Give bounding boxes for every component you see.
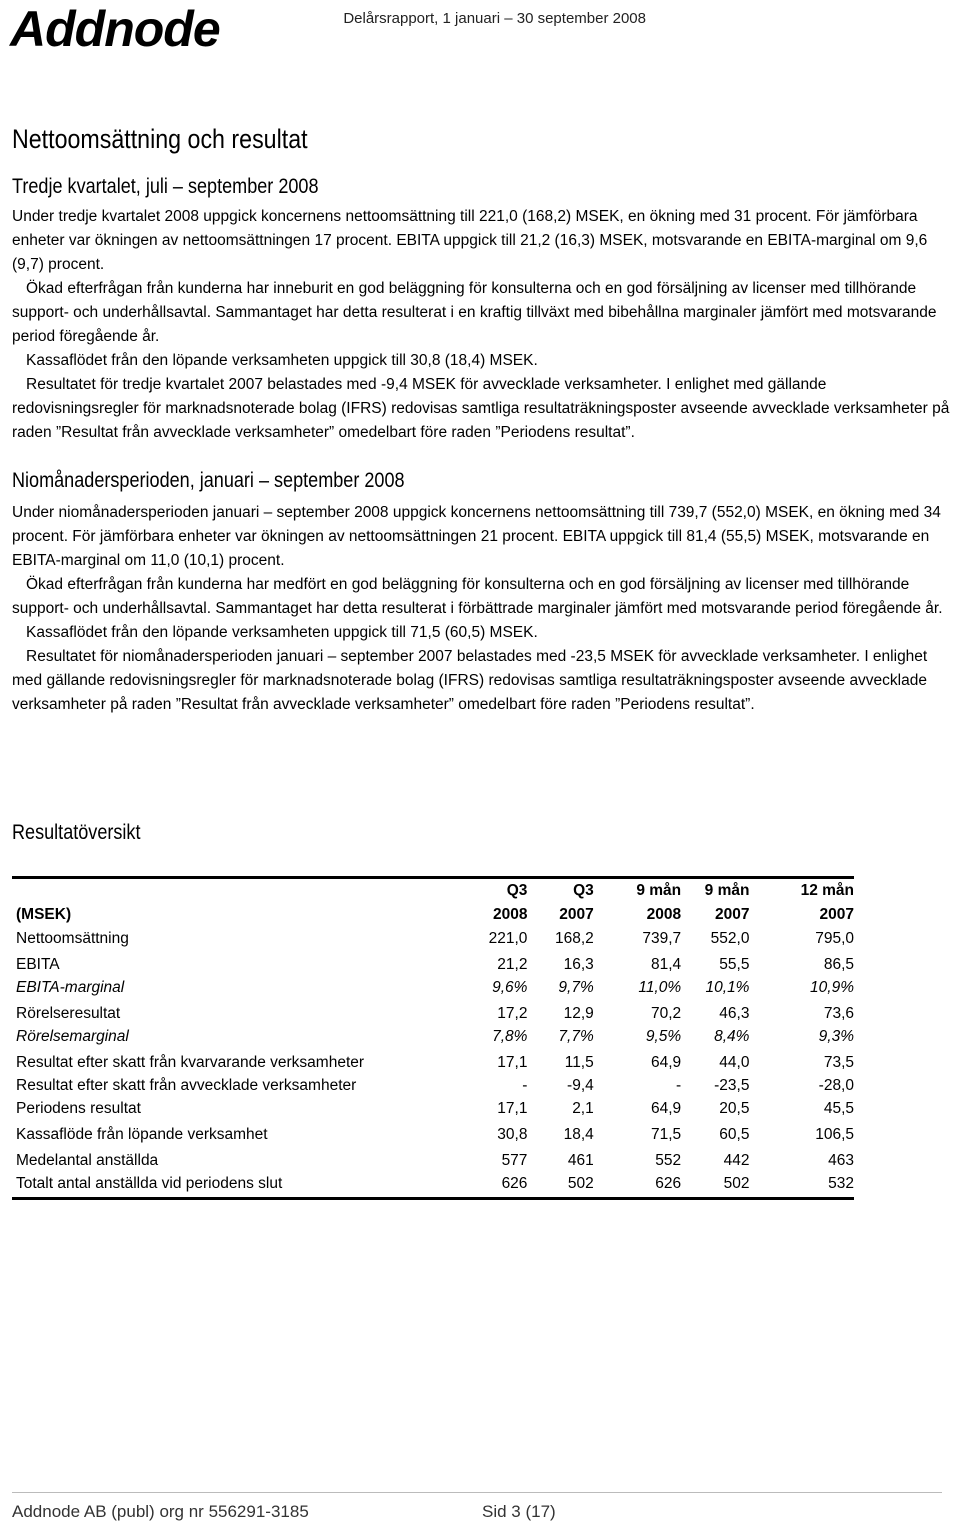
table-cell: 168,2 <box>554 930 594 947</box>
row-label: Resultat efter skatt från kvarvarande verksamheter <box>16 1054 365 1071</box>
table-cell: 463 <box>828 1152 854 1169</box>
table-row <box>12 927 854 950</box>
table-cell: 10,1% <box>705 979 750 996</box>
table-cell: 9,7% <box>558 979 594 996</box>
table-cell: 20,5 <box>719 1100 750 1117</box>
table-cell: 46,3 <box>719 1005 750 1022</box>
table-cell: 7,7% <box>558 1028 594 1045</box>
q3-section-text <box>12 205 957 445</box>
table-cell: 502 <box>527 1172 593 1199</box>
addnode-logo: Addnode <box>10 1 220 57</box>
table-cell: 73,5 <box>823 1054 854 1071</box>
table-cell: 55,5 <box>719 956 750 973</box>
table-cell: 86,5 <box>823 956 854 973</box>
q3-section-title: Tredje kvartalet, juli – september 2008 <box>12 175 319 198</box>
q3-paragraph: Kassaflödet från den löpande verksamheten uppgick till 30,8 (18,4) MSEK. <box>26 352 538 369</box>
table-row <box>12 1120 854 1146</box>
column-header <box>12 878 434 904</box>
table-row <box>12 1172 854 1199</box>
column-header: 2007 <box>714 906 750 923</box>
table-row <box>12 1097 854 1120</box>
table-cell: 795,0 <box>815 930 854 947</box>
table-cell: 45,5 <box>823 1100 854 1117</box>
row-label: Rörelseresultat <box>16 1005 121 1022</box>
page-title: Nettoomsättning och resultat <box>12 124 308 154</box>
table-cell: 626 <box>434 1172 527 1199</box>
table-cell: 12,9 <box>563 1005 594 1022</box>
table-cell: 70,2 <box>650 1005 682 1022</box>
nine-months-paragraph: Kassaflödet från den löpande verksamheten uppgick till 71,5 (60,5) MSEK. <box>26 624 538 641</box>
column-header: 2008 <box>492 906 528 923</box>
table-cell: 577 <box>501 1152 528 1169</box>
row-label: Totalt antal anställda vid periodens slut <box>12 1172 434 1199</box>
column-header: 9 mån <box>594 878 681 904</box>
q3-paragraph: Under tredje kvartalet 2008 uppgick koncernens nettoomsättning till 221,0 (168,2) MSEK, en ökning med 31 procent. För jämförbara enheter var ökningen av nettoomsättningen 17 procent. EBITA uppgick till 21,2 (16,3) MSEK, motsvarande en EBITA-marginal om 9,6 (9,7) procent. <box>12 208 928 273</box>
table-cell: 221,0 <box>488 930 528 947</box>
table-cell: 60,5 <box>719 1126 750 1143</box>
table-row <box>12 1025 854 1048</box>
table-cell: 81,4 <box>650 956 682 973</box>
table-cell: 7,8% <box>492 1028 528 1045</box>
row-label: Nettoomsättning <box>16 930 129 947</box>
table-cell: 2,1 <box>572 1100 594 1117</box>
table-body <box>12 927 854 1199</box>
table-cell: 17,1 <box>497 1100 528 1117</box>
results-overview-table-wrap <box>12 876 854 1200</box>
footer-company: Addnode AB (publ) org nr 556291-3185 <box>12 1502 309 1521</box>
table-cell: 11,0% <box>638 979 682 996</box>
table-cell: 17,1 <box>497 1054 528 1071</box>
row-label: Rörelsemarginal <box>16 1028 129 1045</box>
table-cell: 461 <box>567 1152 594 1169</box>
table-cell: 9,3% <box>818 1028 854 1045</box>
table-cell: 16,3 <box>563 956 594 973</box>
q3-paragraph: Resultatet för tredje kvartalet 2007 belastades med -9,4 MSEK för avvecklade verksamheter. I enlighet med gällande redovisningsregler för marknadsnoterade bolag (IFRS) redovisas samtliga resultaträkningsposter avseende avvecklade verksamheter på raden ”Resultat från avvecklade verksamheter” omedelbart före raden ”Periodens resultat”. <box>12 376 950 441</box>
overview-title: Resultatöversikt <box>12 821 141 844</box>
nine-months-section-text <box>12 501 957 717</box>
table-cell: 532 <box>749 1172 854 1199</box>
report-title: Delårsrapport, 1 januari – 30 september 2008 <box>343 10 646 27</box>
table-row <box>12 950 854 976</box>
table-cell: 30,8 <box>497 1126 528 1143</box>
row-label: Medelantal anställda <box>16 1152 159 1169</box>
table-cell: 552,0 <box>710 930 750 947</box>
table-cell: 552 <box>655 1152 682 1169</box>
table-cell: 9,6% <box>492 979 528 996</box>
table-cell: 9,5% <box>645 1028 682 1045</box>
table-cell: - <box>522 1077 528 1094</box>
table-cell: 73,6 <box>823 1005 854 1022</box>
table-cell: 10,9% <box>810 979 854 996</box>
nine-months-paragraph: Resultatet för niomånadersperioden januari – september 2007 belastades med -23,5 MSEK för avvecklade verksamheter. I enlighet med gällande redovisningsregler för marknadsnoterade bolag (IFRS) redovisas samtliga resultaträkningsposter avseende avvecklade verksamheter på raden ”Resultat från avvecklade verksamheter” omedelbart före raden ”Periodens resultat”. <box>12 648 928 713</box>
table-cell: 21,2 <box>497 956 528 973</box>
table-cell: -23,5 <box>714 1077 750 1094</box>
column-header: 9 mån <box>681 878 749 904</box>
column-header: 2007 <box>559 906 594 923</box>
column-header: Q3 <box>527 878 593 904</box>
table-header-row <box>12 878 854 904</box>
table-cell: 17,2 <box>497 1005 528 1022</box>
q3-paragraph: Ökad efterfrågan från kunderna har inneburit en god beläggning för konsulterna och en god försäljning av licenser med tillhörande support- och underhållsavtal. Sammantaget har detta resulterat i en kraftig tillväxt med bibehållna marginaler jämfört med motsvarande period föregående år. <box>12 280 937 345</box>
nine-months-section-title: Niomånadersperioden, januari – september 2008 <box>12 469 405 492</box>
table-cell: 44,0 <box>719 1054 750 1071</box>
results-overview-table <box>12 876 854 1200</box>
row-label: EBITA <box>16 956 60 973</box>
column-header: 12 mån <box>749 878 854 904</box>
table-cell: 64,9 <box>650 1100 682 1117</box>
table-row <box>12 1146 854 1172</box>
table-cell: 626 <box>594 1172 681 1199</box>
table-cell: 64,9 <box>650 1054 682 1071</box>
table-row <box>12 1048 854 1074</box>
table-cell: 11,5 <box>564 1054 594 1071</box>
table-cell: 739,7 <box>642 930 682 947</box>
row-label: Kassaflöde från löpande verksamhet <box>16 1126 268 1143</box>
column-header: (MSEK) <box>16 906 72 923</box>
table-cell: -28,0 <box>818 1077 854 1094</box>
table-cell: - <box>675 1077 682 1094</box>
column-header: 2007 <box>819 906 854 923</box>
table-cell: 106,5 <box>815 1126 854 1143</box>
row-label: Resultat efter skatt från avvecklade verksamheter <box>16 1077 357 1094</box>
footer-divider <box>12 1492 942 1493</box>
table-header-row <box>12 903 854 927</box>
table-cell: 8,4% <box>714 1028 750 1045</box>
table-cell: -9,4 <box>567 1077 594 1094</box>
table-cell: 18,4 <box>563 1126 594 1143</box>
row-label: EBITA-marginal <box>16 979 125 996</box>
table-row <box>12 1074 854 1097</box>
nine-months-paragraph: Under niomånadersperioden januari – september 2008 uppgick koncernens nettoomsättning till 739,7 (552,0) MSEK, en ökning med 34 procent. För jämförbara enheter var ökningen av nettoomsättningen 21 procent. EBITA uppgick till 81,4 (55,5) MSEK, motsvarande en EBITA-marginal om 11,0 (10,1) procent. <box>12 504 941 569</box>
nine-months-paragraph: Ökad efterfrågan från kunderna har medfört en god beläggning för konsulterna och en god försäljning av licenser med tillhörande support- och underhållsavtal. Sammantaget har detta resulterat i förbättrade marginaler jämfört med motsvarande period föregående år. <box>12 576 943 617</box>
table-row <box>12 976 854 999</box>
table-cell: 502 <box>681 1172 749 1199</box>
column-header: 2008 <box>646 906 682 923</box>
table-row <box>12 999 854 1025</box>
row-label: Periodens resultat <box>16 1100 141 1117</box>
table-cell: 71,5 <box>650 1126 682 1143</box>
footer-page-number: Sid 3 (17) <box>482 1502 556 1521</box>
column-header: Q3 <box>434 878 527 904</box>
table-cell: 442 <box>723 1152 750 1169</box>
